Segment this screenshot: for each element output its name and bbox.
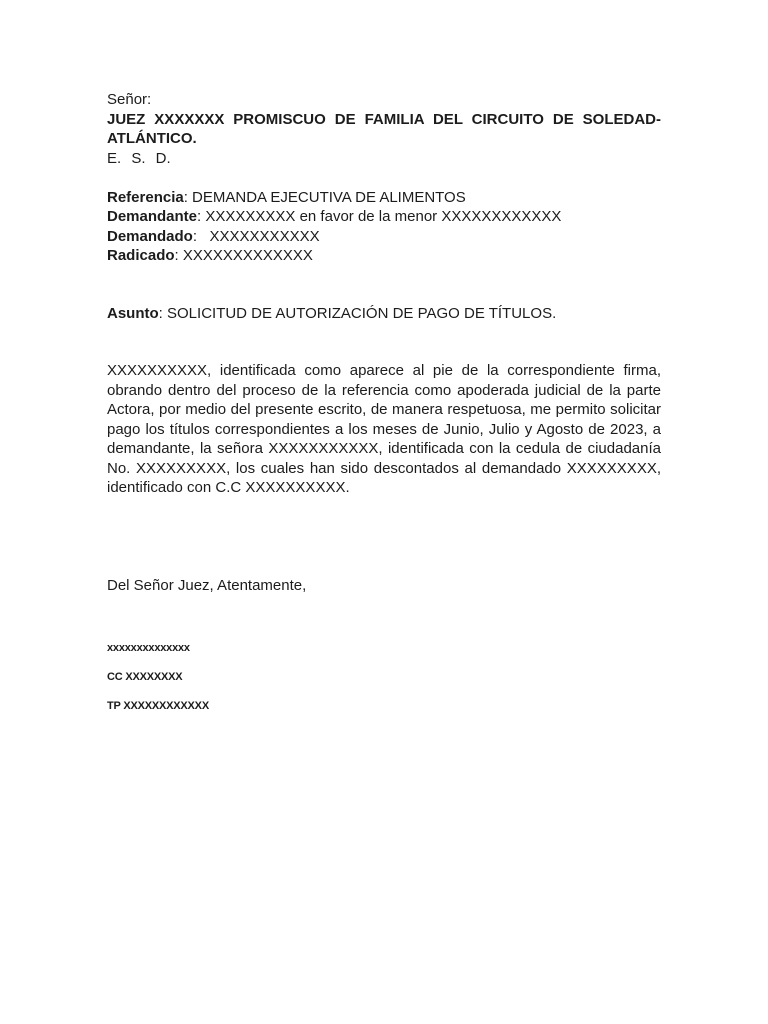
referencia-label: Referencia [107,188,184,206]
demandado-label: Demandado [107,227,193,245]
demandante-row [107,207,661,227]
spacer [107,684,661,699]
spacer [107,595,661,641]
closing-line: Del Señor Juez, Atentamente, [107,576,307,594]
asunto-label: Asunto [107,304,159,322]
addressee: JUEZ XXXXXXX PROMISCUO DE FAMILIA DEL CIRCUITO DE SOLEDAD-ATLÁNTICO. [107,110,661,147]
demandante-value: : XXXXXXXXX en favor de la menor XXXXXXXXXXXX [197,208,562,225]
radicado-label: Radicado [107,247,175,264]
asunto-row [107,304,661,324]
signature-tp: TP XXXXXXXXXXXX [107,700,209,712]
demandante-label: Demandante [107,208,198,225]
demandado-row [107,227,661,247]
radicado-row [107,246,661,266]
salutation: Señor: [107,91,152,108]
signature-name: xxxxxxxxxxxxxx [107,642,190,654]
letter-page [107,90,661,713]
spacer [107,655,661,670]
body-paragraph: XXXXXXXXXX, identificada como aparece al pie de la correspondiente firma, obrando dentro del proceso de la referencia como apoderada judicial de la parte Actora, por medio del presente escrito, de manera respetuosa, me permito solicitar pago los títulos correspondientes a los meses de Junio, Julio y Agosto de 2023, a demandante, la señora XXXXXXXXXXX, identificada con la cedula de ciudadanía No. XXXXXXXXX, los cuales han sido descontados al demandado XXXXXXXXX, identificado con C.C XXXXXXXXXX. [107,362,661,496]
radicado-value: : XXXXXXXXXXXXX [174,247,313,264]
esd-line: E. S. D. [107,149,171,167]
demandado-value: : XXXXXXXXXXX [192,227,320,245]
spacer [107,168,661,188]
signature-cc: CC XXXXXXXX [107,671,183,683]
spacer [107,498,661,576]
asunto-value: : SOLICITUD DE AUTORIZACIÓN DE PAGO DE TÍTULOS. [158,304,557,322]
spacer [107,323,661,361]
referencia-row [107,188,661,208]
spacer [107,266,661,304]
referencia-value: : DEMANDA EJECUTIVA DE ALIMENTOS [183,188,466,206]
